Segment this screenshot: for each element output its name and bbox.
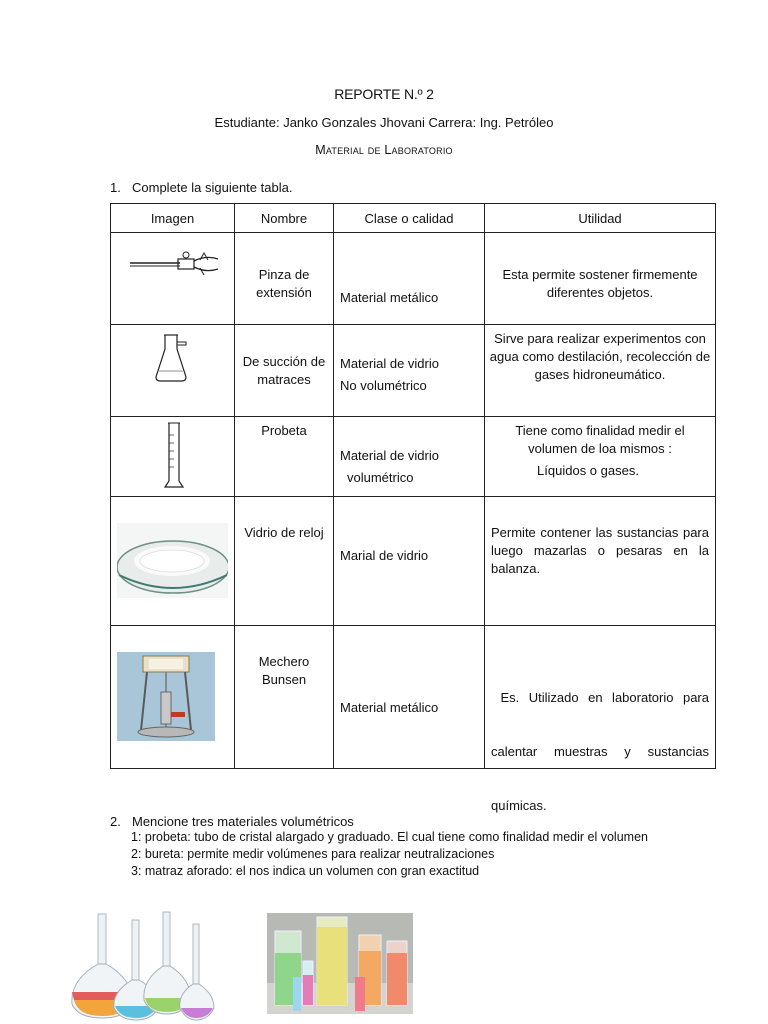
utilidad-line: volumen de loa mismos : [528,441,672,456]
extension-clamp-icon [128,247,223,277]
nombre-line: Pinza de [258,267,310,282]
clase-line: Material metálico [340,700,439,715]
graduated-cylinder-icon [163,421,185,491]
clase-line: No volumétrico [340,378,427,393]
utilidad-cell [485,417,716,497]
clase-cell [334,497,485,626]
header-clase: Clase o calidad [334,204,485,233]
clase-cell [334,626,485,769]
section2-heading [110,814,354,829]
utilidad-line: balanza. [491,561,541,576]
clase-line: Material de vidrio [340,356,439,371]
nombre-cell [235,417,334,497]
nombre-line: Mechero [258,654,310,669]
utilidad-line: calentar muestras y sustancias [491,744,709,759]
utilidad-cell [485,497,716,626]
clase-cell [334,233,485,325]
answer-item: 1: probeta: tubo de cristal alargado y graduado. El cual tiene como finalidad medir el volumen [131,830,648,844]
header-nombre: Nombre [235,204,334,233]
nombre-cell [235,497,334,626]
image-cell [111,325,235,417]
header-utilidad: Utilidad [485,204,716,233]
volumetric-flasks-image [68,910,216,1024]
report-title: REPORTE N.º 2 [334,86,434,102]
image-cell [111,497,235,626]
utilidad-line: diferentes objetos. [546,285,654,300]
utilidad-line: luego mazarlas o pesaras en la [491,543,709,558]
nombre-line: matraces [257,372,311,387]
section1-text: Complete la siguiente tabla. [132,180,293,195]
header-imagen: Imagen [111,204,235,233]
section2-text: Mencione tres materiales volumétricos [132,814,354,829]
nombre-cell [235,233,334,325]
clase-line: volumétrico [347,470,414,485]
utilidad-cell [485,233,716,325]
utilidad-line: Es. Utilizado en laboratorio para [491,690,709,705]
section1-number: 1. [110,180,121,195]
utilidad-cell [485,626,716,813]
clase-line: Material de vidrio [340,448,439,463]
clase-line: Marial de vidrio [340,548,429,563]
answer-item: 2: bureta: permite medir volúmenes para realizar neutralizaciones [131,847,495,861]
utilidad-line: Tiene como finalidad medir el [515,423,685,438]
section2-number: 2. [110,814,121,829]
utilidad-line: químicas. [491,798,547,813]
clase-cell [334,325,485,417]
nombre-line: Bunsen [261,672,307,687]
nombre-line: Vidrio de reloj [244,525,324,540]
utilidad-line: Esta permite sostener firmemente [502,267,698,282]
section2-answers [131,829,661,880]
table-row [111,626,716,769]
utilidad-line: Sirve para realizar experimentos con [494,331,706,346]
suction-flask-icon [153,333,189,383]
table-row [111,497,716,626]
image-cell [111,233,235,325]
utilidad-line: Líquidos o gases. [537,463,639,478]
nombre-line: Probeta [261,423,307,438]
section1-heading [110,180,292,195]
utilidad-line: gases hidroneumático. [534,367,666,382]
utilidad-line: agua como destilación, recolección de [489,349,711,364]
student-line: Estudiante: Janko Gonzales Jhovani Carrera: Ing. Petróleo [214,115,554,130]
table-row [111,233,716,325]
graduated-cylinders-image [267,913,413,1014]
answer-item: 3: matraz aforado: el nos indica un volumen con gran exactitud [131,864,480,878]
nombre-line: De succión de [242,354,326,369]
table-header-row [111,204,716,233]
watch-glass-icon [117,523,228,598]
bunsen-burner-icon [117,652,215,741]
clase-line: Material metálico [340,290,439,305]
utilidad-line: Permite contener las sustancias para [491,525,709,540]
lab-material-table [110,203,716,813]
nombre-cell [235,626,334,769]
clase-cell [334,417,485,497]
image-cell [111,417,235,497]
table-row [111,325,716,417]
utilidad-cell [485,325,716,417]
nombre-line: extensión [256,285,312,300]
report-subtitle: Material de Laboratorio [315,143,453,157]
nombre-cell [235,325,334,417]
image-cell [111,626,235,769]
table-row [111,417,716,497]
